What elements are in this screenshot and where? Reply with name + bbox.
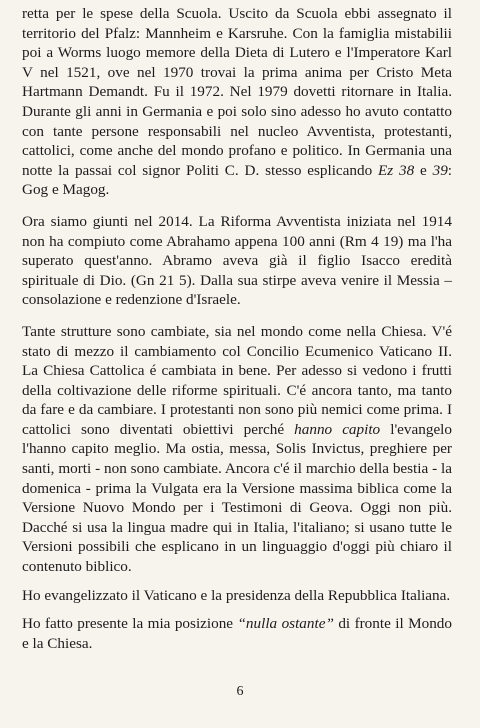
paragraph-2: Ora siamo giunti nel 2014. La Riforma Avventista iniziata nel 1914 non ha compiuto come Abrahamo appena 100 anni (Rm 4 19) ma l'ha superato quest'anno. Abramo aveva già il figlio Isacco eredità spirituale di Dio. (Gn 21 5). Dalla sua stirpe aveva venire il Messia – consolazione e redenzione d'Israele.: [22, 212, 452, 309]
paragraph-3: Tante strutture sono cambiate, sia nel mondo come nella Chiesa. V'é stato di mezzo il cambiamento col Concilio Ecumenico Vaticano II. La Chiesa Cattolica é cambiata in bene. Per adesso si vedono i frutti della coltivazione delle riforme spirituali. C'é ancora tanto, ma tanto da fare e da cambiare. I protestanti non sono più nemici come prima. I cattolici sono diventati obiettivi perché hanno capito l'evangelo l'hanno capito meglio. Ma ostia, messa, Solis Invictus, preghiere per santi, morti - non sono cambiate. Ancora c'é il marchio della bestia - la domenica - prima la Vulgata era la Versione massima biblica come la Versione Nuovo Mondo per i Testimoni di Geova. Oggi non più. Dacché si usa la lingua madre qui in Italia, l'italiano; si usano tutte le Versioni possibili che esplicano in un linguaggio d'oggi più chiaro il contenuto biblico.: [22, 322, 452, 576]
emphasis: hanno capito: [294, 420, 381, 438]
bible-reference: Ez 38: [378, 161, 415, 179]
paragraph-5: Ho fatto presente la mia posizione “nulla ostante” di fronte il Mondo e la Chiesa.: [22, 615, 452, 652]
bible-reference: 39: [432, 161, 448, 179]
emphasis: “nulla ostante”: [237, 615, 334, 633]
page-number: 6: [236, 684, 244, 699]
paragraph-1: retta per le spese della Scuola. Uscito da Scuola ebbi assegnato il territorio del Pfalz: Mannheim e Karsruhe. Con la famiglia mistabilii poi a Worms luogo memore della Dieta di Lutero e l'Imperatore Karl V nel 1521, ove nel 1970 trovai la prima anima per Cristo Meta Hartmann Demandt. Fu il 1972. Nel 1979 dovetti ritornare in Italia. Durante gli anni in Germania e poi solo sino adesso ho avuto contatto con tante persone responsabili nel nucleo Avventista, protestanti, cattolici, come anche del mondo profano e politico. In Germania una notte la passai col signor Politi C. D. stesso esplicando Ez 38 e 39: Gog e Magog.: [22, 5, 453, 199]
paragraph-4: Ho evangelizzato il Vaticano e la presidenza della Repubblica Italiana.: [22, 586, 451, 604]
